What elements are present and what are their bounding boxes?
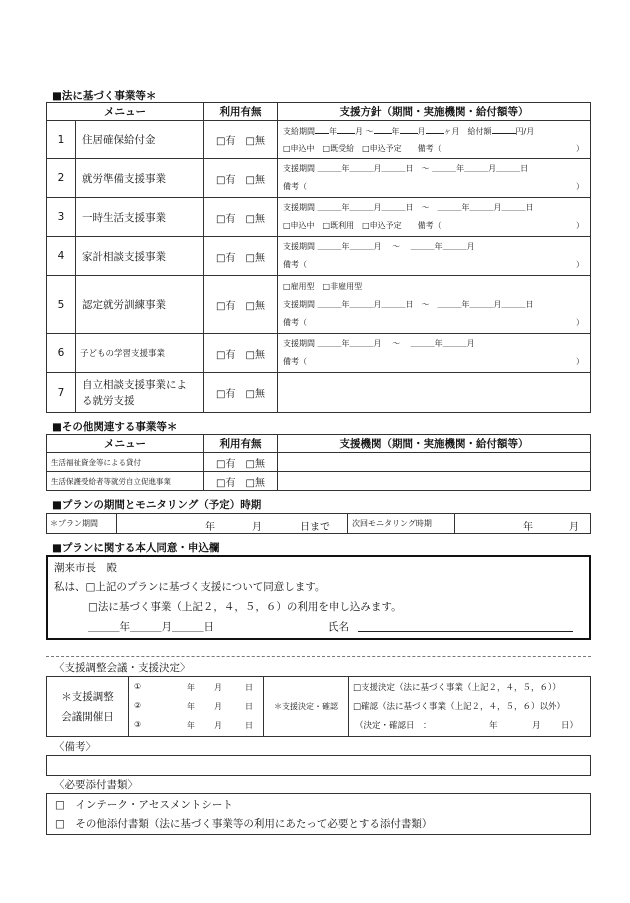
use-checkbox[interactable]: □有 □無 [204, 121, 278, 159]
section-title-plan-period: ■プランの期間とモニタリング（予定）時期 [52, 499, 262, 511]
support-cell[interactable] [278, 453, 591, 472]
support-period[interactable]: 支援期間 ＿＿＿年＿＿＿月＿＿＿日 〜 ＿＿＿年＿＿＿月＿＿＿日 [283, 203, 534, 212]
col-header-support: 支援機関（期間・実施機関・給付額等） [278, 435, 591, 453]
status-options[interactable]: □申込中 □既受給 □申込予定 備考（ [283, 143, 442, 153]
remarks-field[interactable]: 備考（ [283, 182, 307, 191]
support-cell[interactable] [278, 472, 591, 491]
support-period[interactable]: 支援期間 ＿＿＿年＿＿＿月＿＿＿日 〜 ＿＿＿年＿＿＿月＿＿＿日 [283, 299, 534, 309]
row-number: 5 [47, 276, 76, 334]
meeting-table [46, 676, 591, 737]
col-header-menu: メニュー [47, 103, 204, 121]
name-signature-line[interactable] [358, 631, 573, 632]
row-number: 3 [47, 198, 76, 237]
consent-date[interactable]: ＿＿＿年＿＿＿月＿＿＿日 [88, 621, 214, 633]
row-number: 4 [47, 237, 76, 276]
section-title-consent: ■プランに関する本人同意・申込欄 [52, 542, 220, 554]
row-number: 2 [47, 159, 76, 198]
table-row: 4 家計相談支援事業 □有 □無 支援期間 ＿＿＿年＿＿＿月 〜 ＿＿＿年＿＿＿月 備考（ ） [47, 237, 591, 276]
remarks-field[interactable]: 備考（ [283, 317, 307, 327]
support-period[interactable]: 支援期間 ＿＿＿年＿＿＿月 〜 ＿＿＿年＿＿＿月 [283, 242, 475, 251]
table-row: 2 就労準備支援事業 □有 □無 支援期間 ＿＿＿年＿＿＿月＿＿＿日 〜 ＿＿＿年＿＿＿月＿＿＿日 備考（ ） [47, 159, 591, 198]
service-name: 子どもの学習支援事業 [76, 334, 204, 373]
col-header-use: 利用有無 [204, 435, 278, 453]
table-row: 3 一時生活支援事業 □有 □無 支援期間 ＿＿＿年＿＿＿月＿＿＿日 〜 ＿＿＿年＿＿＿月＿＿＿日 □申込中 □既利用 □申込予定 備考（ ） [47, 198, 591, 237]
employment-type[interactable]: □雇用型 □非雇用型 [283, 281, 363, 291]
support-cell-empty[interactable] [278, 373, 591, 413]
remarks-box[interactable] [46, 755, 591, 776]
service-name: 家計相談支援事業 [76, 237, 204, 276]
service-name: 自立相談支援事業によ る就労支援 [76, 373, 204, 413]
law-based-services-table [46, 102, 591, 413]
table-row [47, 453, 591, 472]
attachments-box [46, 793, 591, 835]
support-period[interactable]: 支援期間 ＿＿＿年＿＿＿月 〜 ＿＿＿年＿＿＿月 [283, 339, 475, 348]
use-checkbox[interactable]: □有 □無 [204, 198, 278, 237]
plan-period-field[interactable]: 年 月 日まで [117, 514, 348, 534]
plan-period-label: ＊プラン期間 [47, 514, 117, 534]
section-title-other: ■その他関連する事業等＊ [52, 421, 178, 433]
decision-options[interactable]: □支援決定（法に基づく事業（上記２，４，５，６）） □確認（法に基づく事業（上記２，４，５，６）以外） （決定・確認日 ： 年 月 日） [349, 677, 591, 737]
service-name: 就労準備支援事業 [76, 159, 204, 198]
support-period[interactable]: 支援期間 ＿＿＿年＿＿＿月＿＿＿日 〜 ＿＿＿年＿＿＿月＿＿＿日 [283, 164, 529, 173]
meeting-heading: 〈支援調整会議・支援決定〉 [54, 662, 191, 674]
service-name: 住居確保給付金 [76, 121, 204, 159]
status-options[interactable]: □申込中 □既利用 □申込予定 備考（ [283, 221, 442, 230]
plan-period-table [46, 513, 591, 534]
table-row: 5 認定就労訓練事業 □有 □無 □雇用型 □非雇用型 支援期間 ＿＿＿年＿＿＿月＿＿＿日 〜 ＿＿＿年＿＿＿月＿＿＿日 備考（ ） [47, 276, 591, 334]
name-label: 氏名 [328, 621, 349, 633]
row-number: 1 [47, 121, 76, 159]
use-checkbox[interactable]: □有 □無 [204, 159, 278, 198]
service-name: 認定就労訓練事業 [76, 276, 204, 334]
addressee: 潮来市長 殿 [54, 562, 117, 574]
col-header-menu: メニュー [47, 435, 204, 453]
row-number: 7 [47, 373, 76, 413]
other-services-table [46, 434, 591, 491]
col-header-use: 利用有無 [204, 103, 278, 121]
remarks-field[interactable]: 備考（ [283, 260, 307, 269]
decision-label: ＊支援決定・確認 [264, 677, 349, 737]
meeting-dates[interactable]: ① 年 月 日 ② 年 月 日 ③ 年 月 日 [129, 677, 264, 737]
attachments-heading: 〈必要添付書類〉 [54, 779, 138, 791]
service-name: 生活福祉資金等による貸付 [47, 453, 204, 472]
table-row [47, 472, 591, 491]
table-row: 1 住居確保給付金 □有 □無 支給期間 年 月 〜 年 月 ヶ月 給付額 円/月 □申込中 □既受給 □申込予定 備考（ ） [47, 121, 591, 159]
remarks-heading: 〈備考〉 [54, 741, 96, 753]
use-checkbox[interactable]: □有 □無 [204, 237, 278, 276]
attachment-other[interactable]: □ その他添付書類（法に基づく事業等の利用にあたって必要とする添付書類） [55, 818, 433, 830]
monitoring-label: 次回モニタリング時期 [348, 514, 455, 534]
col-header-support: 支援方針（期間・実施機関・給付額等） [278, 103, 591, 121]
use-checkbox[interactable]: □有 □無 [204, 334, 278, 373]
use-checkbox[interactable]: □有 □無 [204, 472, 278, 491]
section-title-law-based: ■法に基づく事業等＊ [52, 90, 157, 102]
use-checkbox[interactable]: □有 □無 [204, 453, 278, 472]
consent-agree-line[interactable]: 私は、□上記のプランに基づく支援について同意します。 [54, 581, 326, 593]
monitoring-field[interactable]: 年 月 [455, 514, 591, 534]
attachment-intake[interactable]: □ インテーク・アセスメントシート [55, 799, 233, 811]
table-row: 6 子どもの学習支援事業 □有 □無 支援期間 ＿＿＿年＿＿＿月 〜 ＿＿＿年＿＿＿月 備考（ ） [47, 334, 591, 373]
row-number: 6 [47, 334, 76, 373]
consent-box [46, 555, 591, 640]
consent-apply-line[interactable]: □法に基づく事業（上記２，４，５，６）の利用を申し込みます。 [88, 601, 402, 613]
remarks-field[interactable]: 備考（ [283, 357, 307, 366]
table-row [47, 373, 591, 413]
use-checkbox[interactable]: □有 □無 [204, 373, 278, 413]
use-checkbox[interactable]: □有 □無 [204, 276, 278, 334]
service-name: 一時生活支援事業 [76, 198, 204, 237]
divider [46, 656, 591, 657]
service-name: 生活保護受給者等就労自立促進事業 [47, 472, 204, 491]
meeting-date-label: ＊支援調整 会議開催日 [47, 677, 129, 737]
